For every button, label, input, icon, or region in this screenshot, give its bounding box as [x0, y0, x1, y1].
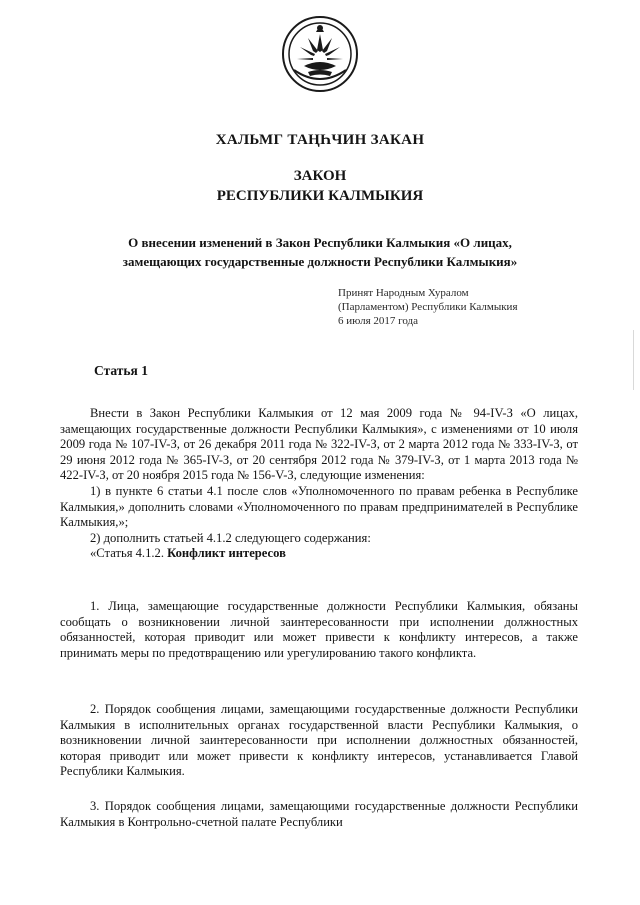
- kalmyk-law-title: ХАЛЬМГ ТАҢҺЧИН ЗАКАН: [215, 132, 425, 148]
- new-article-heading: [60, 546, 578, 562]
- adoption-line-2: (Парламентом) Республики Калмыкия: [338, 301, 518, 313]
- coat-of-arms-emblem: [280, 14, 360, 94]
- intro-paragraph: Внести в Закон Республики Калмыкия от 12 мая 2009 года № 94-IV-З «О лицах, замещающих государственные должности Республики Калмыкия», с изменениями от 10 июля 2009 года № 107-IV-З, от 26 декабря 2011 года № 322-IV-З, от 2 марта 2012 года № 333-IV-З, от 29 июня 2012 года № 365-IV-З, от 20 сентября 2012 года № 379-IV-З, от 1 марта 2013 года № 422-IV-З, от 20 ноября 2015 года № 156-V-З, следующие изменения:: [60, 406, 578, 483]
- adoption-line-3: 6 июля 2017 года: [338, 315, 419, 327]
- law-heading: ЗАКОН: [293, 168, 347, 184]
- clause-2-block: [60, 702, 578, 780]
- clause-3: 3. Порядок сообщения лицами, замещающими государственные должности Республики Калмыкия в Контрольно-счетной палате Республики: [60, 799, 578, 829]
- amendment-intro-block: [60, 406, 578, 562]
- adoption-note: [338, 286, 518, 328]
- law-subject-line-2: замещающих государственные должности Республики Калмыкия»: [122, 254, 518, 269]
- clause-2: 2. Порядок сообщения лицами, замещающими государственные должности Республики Калмыкия в исполнительных органах государственной власти Республики Калмыкия, о возникновении личной заинтересованности при исполнении должностных обязанностей, которая приводит или может привести к конфликту интересов, устанавливается Главой Республики Калмыкия.: [60, 702, 578, 779]
- clause-1: 1. Лица, замещающие государственные должности Республики Калмыкия, обязаны сообщать о возникновении личной заинтересованности при исполнении должностных обязанностей, которая приводит или может привести к конфликту интересов, а также принимать меры по предотвращению или урегулированию такого конфликта.: [60, 599, 578, 660]
- new-article-title: Конфликт интересов: [167, 546, 286, 561]
- new-article-prefix: «Статья 4.1.2.: [90, 546, 168, 561]
- law-subject-line-1: О внесении изменений в Закон Республики Калмыкия «О лицах,: [128, 235, 512, 250]
- law-subject: [40, 233, 600, 271]
- amendment-item-2: 2) дополнить статьей 4.1.2 следующего содержания:: [90, 530, 371, 545]
- amendment-item-1: 1) в пункте 6 статьи 4.1 после слов «Уполномоченного по правам ребенка в Республике Калмыкия,» дополнить словами «Уполномоченного по правам предпринимателей в Республике Калмыкия,»;: [60, 483, 578, 530]
- adoption-line-1: Принят Народным Хуралом: [338, 287, 469, 299]
- clause-1-block: [60, 599, 578, 661]
- clause-3-block: [60, 799, 578, 830]
- scan-edge-mark: [633, 330, 634, 390]
- article-heading: Статья 1: [94, 363, 148, 378]
- republic-heading: РЕСПУБЛИКИ КАЛМЫКИЯ: [216, 188, 424, 204]
